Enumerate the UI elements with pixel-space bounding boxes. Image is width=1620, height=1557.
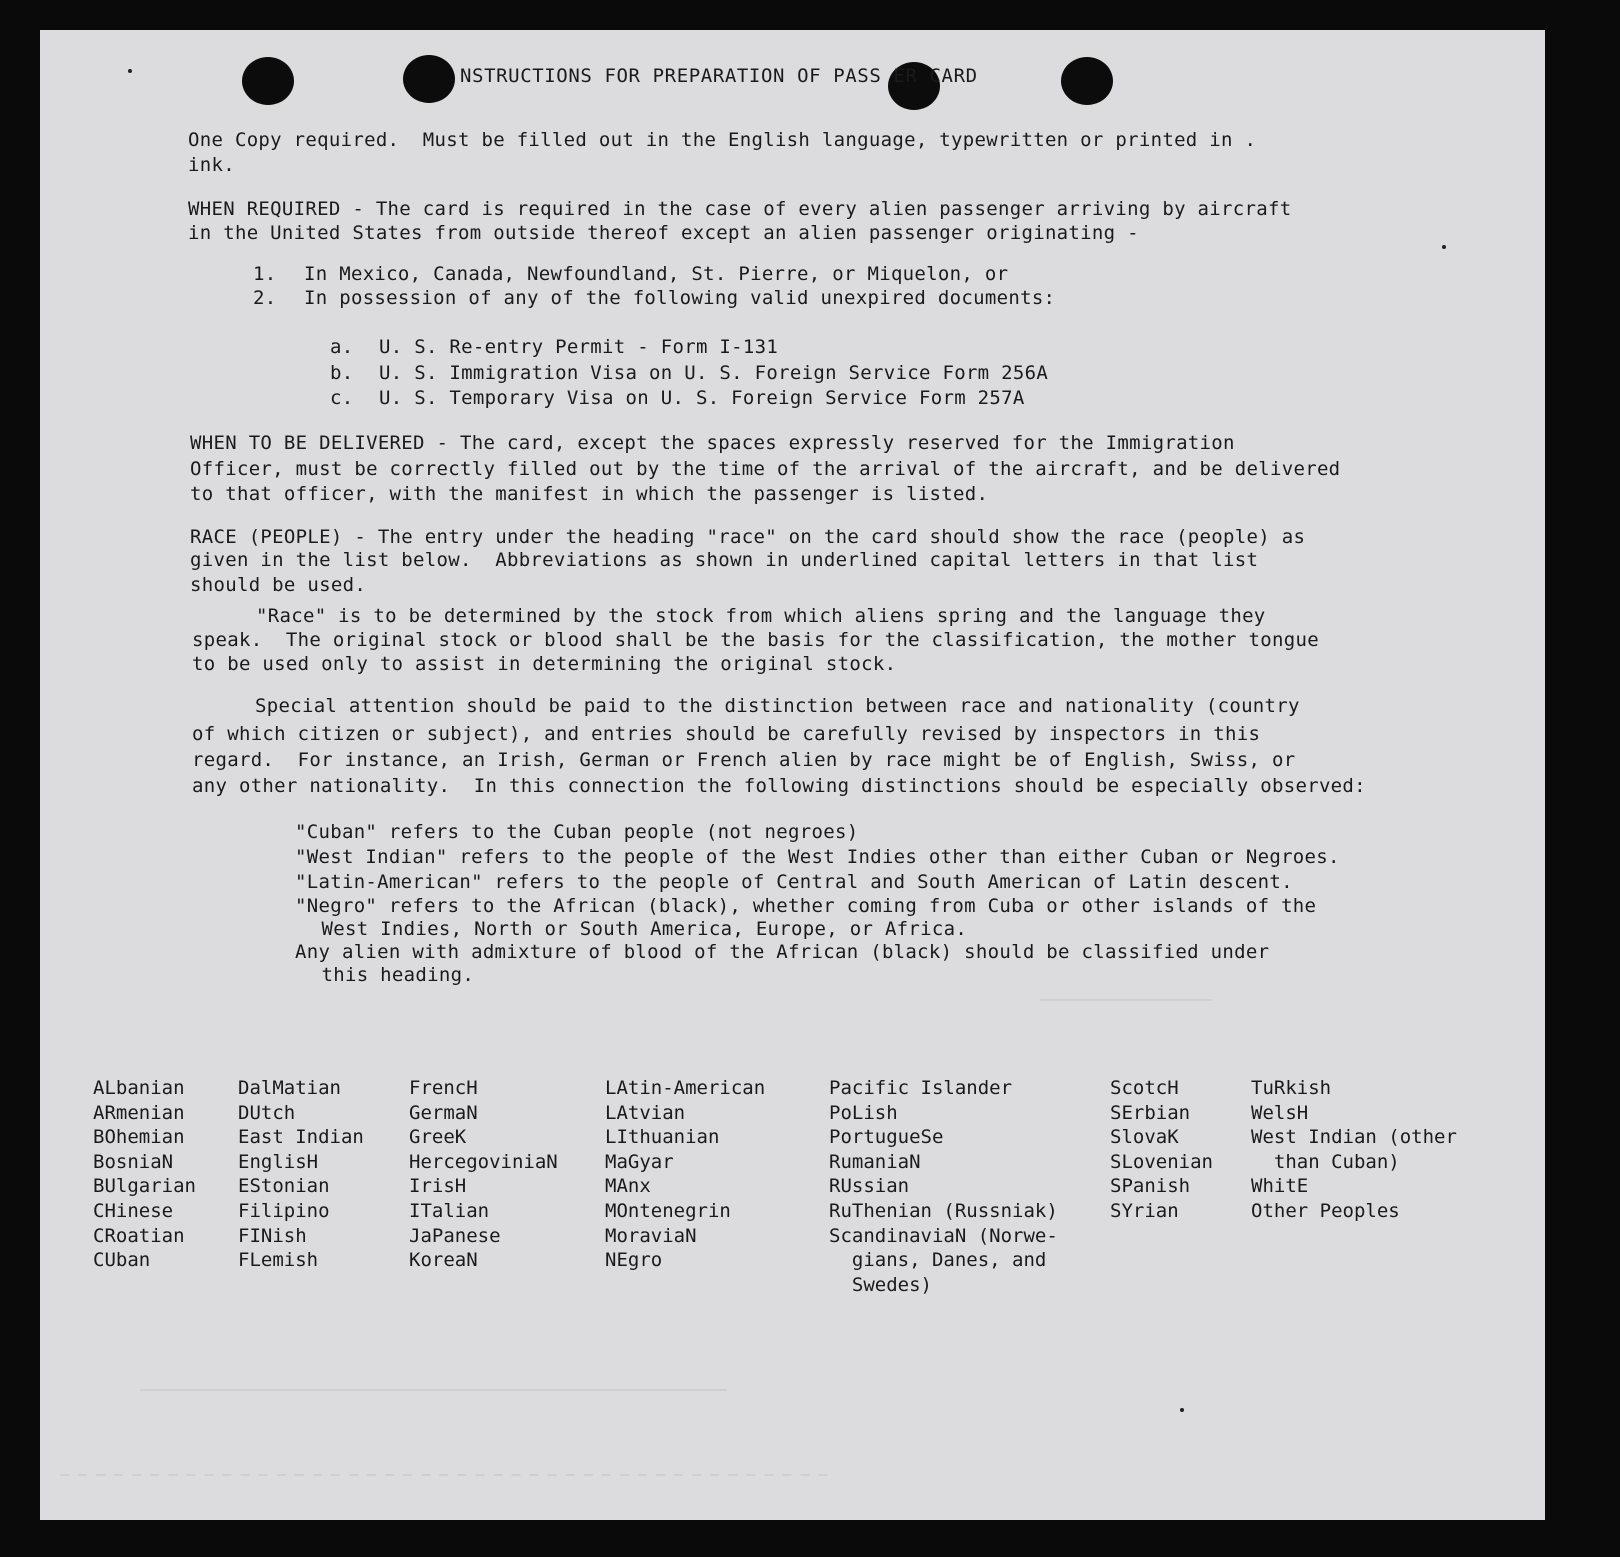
punch-hole — [1061, 57, 1113, 105]
race-entry: CRoatian — [93, 1224, 185, 1247]
race-entry: GreeK — [409, 1126, 467, 1149]
sub-item-letter: a. — [330, 336, 354, 358]
race-people-line: given in the list below. Abbreviations as shown in underlined capital letters in that list — [190, 549, 1259, 571]
race-entry: SYrian — [1110, 1199, 1179, 1222]
race-entry: LAtvian — [605, 1101, 686, 1124]
race-entry: MaGyar — [605, 1150, 674, 1173]
race-people-line: RACE (PEOPLE) - The entry under the heading "race" on the card should show the race (people) as — [190, 526, 1306, 548]
race-entry: Other Peoples — [1251, 1199, 1400, 1222]
race-people-line: should be used. — [190, 574, 367, 596]
special-attention-line: any other nationality. In this connection the following distinctions should be especially observed: — [192, 775, 1366, 797]
distinction-line: "Latin-American" refers to the people of Central and South American of Latin descent. — [295, 871, 1293, 893]
race-entry: ARmenian — [93, 1101, 185, 1124]
race-entry: BosniaN — [93, 1150, 174, 1173]
when-delivered-line: WHEN TO BE DELIVERED - The card, except the spaces expressly reserved for the Immigration — [190, 432, 1235, 454]
race-entry: RumaniaN — [829, 1150, 921, 1173]
speck — [1442, 245, 1446, 249]
bleed-through: — — — — — — — — — — — — — — — — — — — — — — — — — — — — — — — — — — — — — — — — — — — — [60, 1465, 828, 1483]
race-stock-line: speak. The original stock or blood shall be the basis for the classification, the mother tongue — [192, 629, 1319, 651]
when-required-line: WHEN REQUIRED - The card is required in the case of every alien passenger arriving by aircraft — [188, 198, 1292, 220]
punch-hole — [242, 57, 294, 105]
intro-line: ink. — [188, 154, 235, 176]
sub-item: U. S. Re-entry Permit - Form I-131 — [379, 336, 779, 358]
race-entry: Filipino — [238, 1199, 330, 1222]
race-entry: SLovenian — [1110, 1150, 1213, 1173]
bleed-through: ——————————————————— — [1040, 990, 1212, 1008]
race-column-1 — [93, 1076, 196, 1273]
race-entry: FrencH — [409, 1077, 478, 1099]
race-entry: Pacific Islander — [829, 1077, 1013, 1099]
distinction-line: West Indies, North or South America, Europe, or Africa. — [298, 918, 968, 940]
race-entry: PortugueSe — [829, 1126, 944, 1149]
race-entry: WhitE — [1251, 1175, 1309, 1198]
race-entry: EnglisH — [238, 1150, 319, 1173]
race-stock-line: to be used only to assist in determining the original stock. — [192, 653, 897, 675]
race-stock-line: "Race" is to be determined by the stock from which aliens spring and the language they — [256, 605, 1266, 627]
race-entry: RuThenian (Russniak) — [829, 1199, 1058, 1222]
speck — [1180, 1408, 1184, 1412]
race-entry: LAtin-American — [605, 1077, 766, 1099]
race-entry: MAnx — [605, 1175, 651, 1198]
race-entry: RUssian — [829, 1175, 910, 1198]
race-entry: BUlgarian — [93, 1175, 196, 1198]
race-entry: CUban — [93, 1249, 151, 1272]
race-entry: SlovaK — [1110, 1126, 1179, 1149]
intro-line: One Copy required. Must be filled out in the English language, typewritten or printed in . — [188, 129, 1257, 151]
race-entry: SPanish — [1110, 1175, 1191, 1198]
race-entry: MOntenegrin — [605, 1199, 731, 1222]
special-attention-line: regard. For instance, an Irish, German or French alien by race might be of English, Swiss, or — [192, 749, 1296, 771]
sub-item-letter: b. — [330, 362, 354, 384]
special-attention-line: of which citizen or subject), and entries should be carefully revised by inspectors in this — [192, 723, 1261, 745]
race-entry: DUtch — [238, 1101, 296, 1124]
when-required-line: in the United States from outside thereof except an alien passenger originating - — [188, 222, 1139, 244]
distinction-line: "Negro" refers to the African (black), whether coming from Cuba or other islands of the — [295, 895, 1317, 917]
race-column-3 — [409, 1076, 558, 1273]
race-column-2 — [238, 1076, 364, 1273]
race-entry: PoLish — [829, 1101, 898, 1124]
race-entry: ITalian — [409, 1199, 490, 1222]
race-entry: gians, Danes, and — [829, 1249, 1047, 1272]
race-entry: IrisH — [409, 1175, 467, 1198]
race-entry: JaPanese — [409, 1224, 501, 1247]
list-number: 2. — [253, 287, 277, 309]
race-column-4 — [605, 1076, 765, 1273]
race-entry: MoraviaN — [605, 1224, 697, 1247]
race-entry: KoreaN — [409, 1249, 478, 1272]
race-column-6 — [1110, 1076, 1213, 1224]
list-item: In Mexico, Canada, Newfoundland, St. Pierre, or Miquelon, or — [304, 263, 1009, 285]
race-entry: BOhemian — [93, 1126, 185, 1149]
race-entry: GermaN — [409, 1101, 478, 1124]
race-entry: ALbanian — [93, 1077, 185, 1099]
race-entry: CHinese — [93, 1199, 174, 1222]
speck — [128, 69, 132, 73]
list-number: 1. — [253, 263, 277, 285]
race-entry: West Indian (other — [1251, 1126, 1457, 1149]
list-item: In possession of any of the following valid unexpired documents: — [304, 287, 1056, 309]
race-entry: Swedes) — [829, 1273, 932, 1296]
punch-hole — [403, 55, 455, 103]
sub-item: U. S. Temporary Visa on U. S. Foreign Service Form 257A — [379, 387, 1025, 409]
race-entry: DalMatian — [238, 1077, 341, 1099]
race-column-7 — [1251, 1076, 1457, 1224]
race-entry: ScotcH — [1110, 1077, 1179, 1099]
bleed-through: ————————————————————————————————————————————————————————————————— — [140, 1380, 727, 1398]
sub-item: U. S. Immigration Visa on U. S. Foreign Service Form 256A — [379, 362, 1049, 384]
race-entry: NEgro — [605, 1249, 663, 1272]
race-entry: SErbian — [1110, 1101, 1191, 1124]
race-entry: WelsH — [1251, 1101, 1309, 1124]
race-entry: TuRkish — [1251, 1077, 1332, 1099]
race-entry: East Indian — [238, 1126, 364, 1149]
page-title: NSTRUCTIONS FOR PREPARATION OF PASS ER CARD — [460, 65, 978, 87]
distinction-line: "Cuban" refers to the Cuban people (not negroes) — [295, 821, 859, 843]
race-column-5 — [829, 1076, 1058, 1297]
distinction-line: "West Indian" refers to the people of the West Indies other than either Cuban or Negroes. — [295, 846, 1340, 868]
race-entry: FLemish — [238, 1249, 319, 1272]
race-entry: EStonian — [238, 1175, 330, 1198]
race-entry: HercegoviniaN — [409, 1150, 558, 1173]
race-entry: FINish — [238, 1224, 307, 1247]
special-attention-line: Special attention should be paid to the distinction between race and nationality (country — [255, 695, 1300, 717]
when-delivered-line: Officer, must be correctly filled out by the time of the arrival of the aircraft, and be delivered — [190, 458, 1341, 480]
when-delivered-line: to that officer, with the manifest in which the passenger is listed. — [190, 483, 989, 505]
document-page — [40, 30, 1545, 1520]
distinction-line: Any alien with admixture of blood of the African (black) should be classified under — [295, 941, 1270, 963]
distinction-line: this heading. — [298, 964, 475, 986]
sub-item-letter: c. — [330, 387, 354, 409]
race-entry: than Cuban) — [1251, 1150, 1400, 1173]
race-entry: ScandinaviaN (Norwe- — [829, 1224, 1058, 1247]
race-entry: LIthuanian — [605, 1126, 720, 1149]
